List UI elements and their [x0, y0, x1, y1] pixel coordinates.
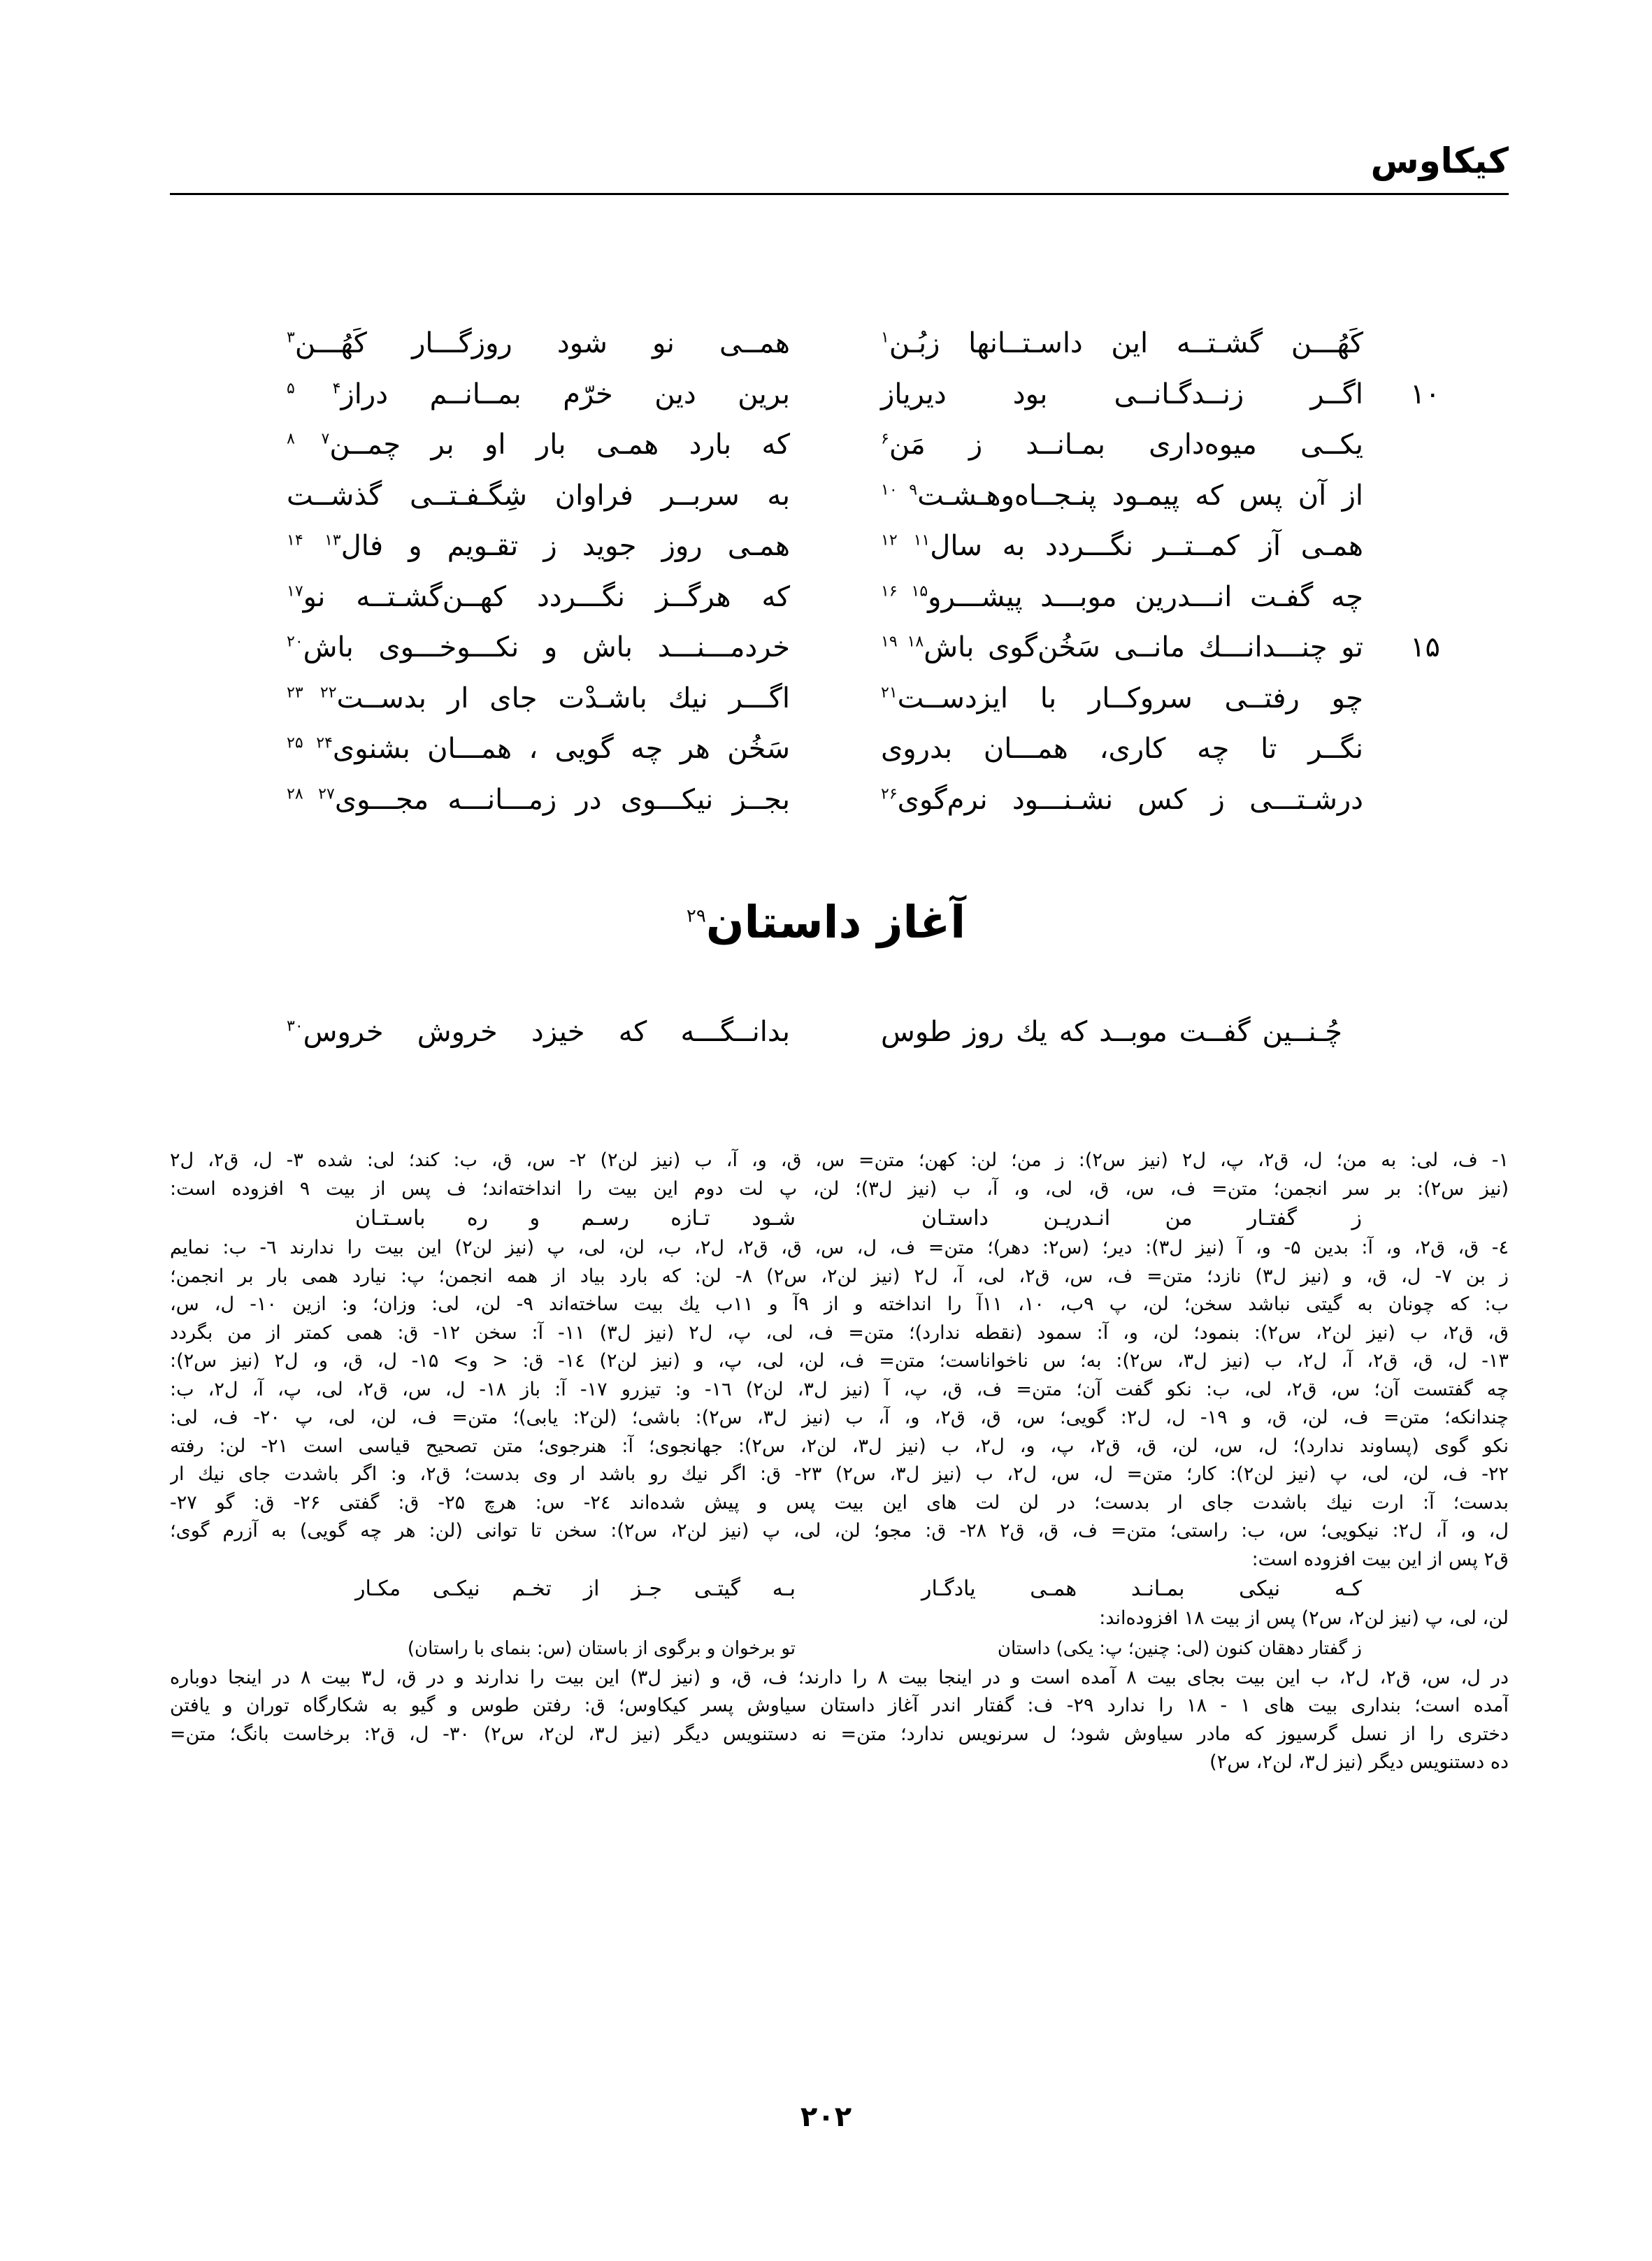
footnote-verse [170, 1633, 1509, 1664]
footnote-marker: ۲۲ ۲۳ [287, 684, 337, 702]
page-number: ۲۰۲ [800, 2101, 852, 2133]
footnote-line: ده دستنویس دیگر (نیز ل۳، لن۲، س۲) [1209, 1751, 1509, 1773]
hemistich-second: که هرگــز نگـــردد کهــن‌گشـتــه نو$^{۱۷}$ [287, 580, 790, 613]
footnote-line: چه گفتست آن؛ س، ق۲، لی، ب: نکو گفت آن؛ متن= ف، ق، پ، آ (نیز ل۳، لن۲) ١٦- و: تیزرو ۱۷- آ: باز ۱۸- ل، س، ق۲، لی، پ، آ، ل۲، ب: [170, 1378, 1509, 1400]
footnote-marker: ۱۳ ۱۴ [287, 531, 341, 550]
hemistich-first: از آن پس که پیمـود پنـجــاه‌وهـشـت$^{۹ ۱۰}$ [881, 479, 1363, 512]
hemistich-second: همــی نو شود روزگـــار کَهُـــن$^۳$ [287, 327, 790, 359]
hemistich-second: خردمـــنـــد باش و نکـــوخـــوی باش$^{۲۰}$ [287, 631, 790, 663]
footnote-line: چندانکه؛ متن= ف، لن، ق، و ۱۹- ل، ل۲: گویی؛ س، ق، ق۲، و، آ، ب (نیز ل۳، س۲): باشی؛ (لن۲: یابی)؛ متن= ف، لن، لی، پ ۲۰- ف، لی: [170, 1407, 1509, 1428]
footnote-marker: ۳ [287, 329, 295, 347]
hemistich-first: چُـنــین گفــت موبــد که یك روز طوس [881, 1016, 1342, 1048]
footnote-marker: ۱۱ ۱۲ [881, 531, 931, 550]
hemistich-second: که بارد همـی بار او بر چمــن$^{۷ ۸}$ [287, 429, 790, 461]
hemistich-first: اگــر زنــدگـانــی بود دیریاز [881, 378, 1363, 410]
verse-row [266, 521, 1468, 572]
footnote-line: ٤- ق، ق۲، و، آ: بدین ۵- و، آ (نیز ل۳): دیر؛ (س۲: دهر)؛ متن= ف، ل، س، ق، ق۲، ل۲، ب، لن، لی، پ (نیز لن۲) این بیت را ندارند ٦- ب: نمایم [170, 1237, 1509, 1258]
hemistich-first: یکــی میوه‌داری بمـانــد ز مَن$^۶$ [881, 429, 1363, 461]
footnote-line: آمده است؛ بنداری بیت های ۱ - ۱۸ را ندارد ۲۹- ف: گفتار اندر آغاز داستان سیاوش پسر کیکاوس؛ ق: رفتن طوس و گیو به شکارگاه توران و یافتن [170, 1695, 1509, 1716]
footnote-verse-second: شـود تـازه رسـم و ره باسـتـان [355, 1206, 796, 1230]
footnote-verse-first: کـه نیکی بمـانـد همـی یادگـار [921, 1577, 1362, 1601]
footnote-verse-second: بـه گیتـی جـز از تخـم نیکـی مکـار [355, 1577, 796, 1601]
footnote-marker: ۷ ۸ [287, 430, 330, 448]
verse-row [266, 622, 1468, 673]
verse-row [266, 673, 1468, 724]
hemistich-first: کَهُـــن گشـتــه این داسـتــانها زبُـن$^۱$ [881, 327, 1363, 359]
section-heading: آغاز داستان$^{۲۹}$ [686, 897, 966, 949]
verse-row [266, 724, 1468, 775]
hemistich-first: چه گفـت انـــدرین موبـــد پیشـــرو$^{۱۵ ۱۶}$ [881, 580, 1363, 613]
header-rule [170, 193, 1509, 195]
hemistich-first: تو چنـــدانـــك مانــی سَخُن‌گوی باش$^{۱۸ ۱۹}$ [881, 631, 1363, 663]
verse-row [266, 572, 1468, 623]
footnote-marker: ۲۷ ۲۸ [287, 785, 335, 803]
hemistich-second: اگـــر نیك باشـدْت جای ار بدســت$^{۲۲ ۲۳}$ [287, 682, 790, 715]
footnote-marker: ۲۹ [686, 905, 706, 927]
footnote-marker: ۱ [881, 329, 889, 347]
line-number: ۱۵ [1410, 631, 1440, 663]
footnote-line: ۱۳- ل، ق، ق۲، آ، ل۲، ب (نیز ل۳، س۲): به؛ س ناخواناست؛ متن= ف، لن، لی، پ، و (نیز لن۲) ١٤- ق: < و> ۱۵- ل، ق، و، ل۲ (نیز س۲): [170, 1350, 1509, 1372]
footnote-line: در ل، س، ق۲، ل۲، ب این بیت بجای بیت ۸ آمده است و در اینجا بیت ۸ را دارند؛ ف، ق، و (نیز ل۳) این بیت را ندارند و در ق، ل۳ بیت ۸ در اینجا دوباره [170, 1666, 1509, 1688]
footnote-line: بدست؛ آ: ارت نیك باشدت جای ار بدست؛ در لن لت های این بیت پس و پیش شده‌اند ٢٤- س: هرچ ۲۵- ق: گفتی ۲۶- ق: گو ۲۷- [170, 1491, 1509, 1514]
verse-row [266, 419, 1468, 471]
hemistich-first: درشـتـــی ز کس نشـنـــود نرم‌گوی$^{۲۶}$ [881, 783, 1363, 816]
verse-row [266, 369, 1468, 420]
footnote-line: ۱- ف، لی: به من؛ ل، ق۲، پ، ل۲ (نیز س۲): ز من؛ لن: کهن؛ متن= س، ق، و، آ، ب (نیز لن۲) ۲- س، ق، ب: کند؛ لی: شده ۳- ل، ق۲، ل۲ [170, 1149, 1509, 1171]
footnote-marker: ۲۶ [881, 785, 898, 803]
footnotes [170, 1147, 1509, 1777]
footnote-line: ق۲ پس از این بیت افزوده است: [1251, 1548, 1509, 1570]
footnote-line: لن، لی، پ (نیز لن۲، س۲) پس از بیت ۱۸ افزوده‌اند: [1099, 1607, 1509, 1629]
footnote-marker: ۴ ۵ [287, 380, 341, 398]
footnote-line: ق، ق۲، ب (نیز لن۲، س۲): بنمود؛ لن، و، آ: سمود (نقطه ندارد)؛ متن= ف، لی، پ، ل۲ (نیز ل۳) ۱۱- آ: سخن ۱۲- ق: همی کمتر از من بگردد [170, 1321, 1509, 1344]
footnote-line: ز بن ۷- ل، ق، و (نیز ل۳) نازد؛ متن= ف، س، ق۲، لی، آ، ل۲ (نیز لن۲، س۲) ۸- لن: که بارد بیاد از همه انجمن؛ پ: نیارد همی بار بر انجمن؛ [170, 1265, 1509, 1287]
verse-row [266, 318, 1468, 369]
footnote-marker: ۹ ۱۰ [881, 481, 918, 499]
footnote-verse [170, 1574, 1509, 1605]
line-number: ۱۰ [1410, 378, 1440, 410]
opening-verse [266, 1007, 1468, 1057]
verse-block [266, 318, 1468, 825]
footnote-marker: ۱۸ ۱۹ [881, 633, 924, 651]
footnote-marker: ۲۰ [287, 633, 303, 651]
hemistich-second: بدانــگـــه که خیزد خروش خروس$^{۳۰}$ [287, 1016, 790, 1048]
footnote-line: ب: که چونان به گیتی نباشد سخن؛ لن، پ ۹ب، ۱۰، ۱۱آ را انداخته و از ۹آ و ۱۱ب یك بیت ساخته‌اند ۹- لن، لی: وزان؛ و: ازین ۱۰- ل، س، [170, 1293, 1509, 1315]
footnote-line: ۲۲- ف، لن، لی، پ (نیز لن۲): کار؛ متن= ل، س، ل۲، ب (نیز ل۳، س۲) ۲۳- ق: اگر نیك رو باشد ار وی بدست؛ ق۲، و: اگر باشدت جای نیك ار [170, 1463, 1509, 1485]
footnote-marker: ۱۵ ۱۶ [881, 582, 928, 601]
page-header [170, 133, 1509, 196]
verse-row [266, 471, 1468, 522]
footnote-marker: ۲۱ [881, 684, 898, 702]
hemistich-second: سَخُن هر چه گویی ، همـــان بشنوی$^{۲۴ ۲۵}$ [287, 733, 790, 765]
footnote-marker: ۶ [881, 430, 889, 448]
footnote-line: ل، و، آ، ل۲: نیکویی؛ س، ب: راستی؛ متن= ف، ق، ق۲ ۲۸- ق: مجو؛ لن، لی، پ (نیز لن۲، س۲): سخن تا توانی (لن: هر چه گویی) به آزرم گوی؛ [170, 1520, 1509, 1542]
hemistich-first: همـی آز کمــتــر نگـــردد به سال$^{۱۱ ۱۲}$ [881, 530, 1363, 562]
verse-row [266, 775, 1468, 826]
footnote-marker: ۱۷ [287, 582, 303, 601]
hemistich-second: همـی روز جوید ز تقـویم و فال$^{۱۳ ۱۴}$ [287, 530, 790, 562]
hemistich-first: چو رفتــی سروکــار با ایزدســت$^{۲۱}$ [881, 682, 1363, 715]
footnote-marker: ۲۴ ۲۵ [287, 734, 333, 752]
hemistich-second: بجــز نیکـــوی در زمـــانـــه مجـــوی$^{۲۷ ۲۸}$ [287, 783, 790, 816]
running-title: کیکاوس [1370, 141, 1509, 181]
footnote-verse-first: ز گفتار دهقان کنون (لی: چنین؛ پ: یکی) داستان [997, 1637, 1362, 1659]
footnote-verse-first: ز گفتـار من انـدریـن داستـان [921, 1206, 1362, 1230]
footnote-verse [170, 1203, 1509, 1234]
footnote-line: (نیز س۲): بر سر انجمن؛ متن= ف، س، ق، لی، و، آ، ب (نیز ل۳)؛ لن، پ لت دوم این بیت را انداخته‌اند؛ ف پس از بیت ۹ افزوده است: [170, 1177, 1509, 1200]
hemistich-second: برین دین خرّم بمــانــم دراز$^{۴ ۵}$ [287, 378, 791, 410]
hemistich-second: به سربــر فراوان شِگـفـتــی گذشــت [287, 479, 790, 512]
footnote-line: نکو گوی (پساوند ندارد)؛ ل، س، لن، ق، ق۲، پ، و، ل۲، ب (نیز ل۳، لن۲، س۲): جهانجوی؛ آ: هنرجوی؛ متن تصحیح قیاسی است ۲۱- لن: رفته [170, 1435, 1509, 1457]
footnote-marker: ۳۰ [287, 1017, 303, 1035]
footnote-verse-second: تو برخوان و برگوی از باستان (س: بنمای با راستان) [407, 1637, 796, 1659]
hemistich-first: نگــر تا چه کاری، همـــان بدروی [881, 733, 1363, 765]
footnote-line: دختری را از نسل گرسیوز که مادر سیاوش شود؛ ل سرنویس ندارد؛ متن= نه دستنویس دیگر (نیز ل۳، لن۲، س۲) ۳۰- ل، ق۲: برخاست بانگ؛ متن= [170, 1723, 1509, 1745]
